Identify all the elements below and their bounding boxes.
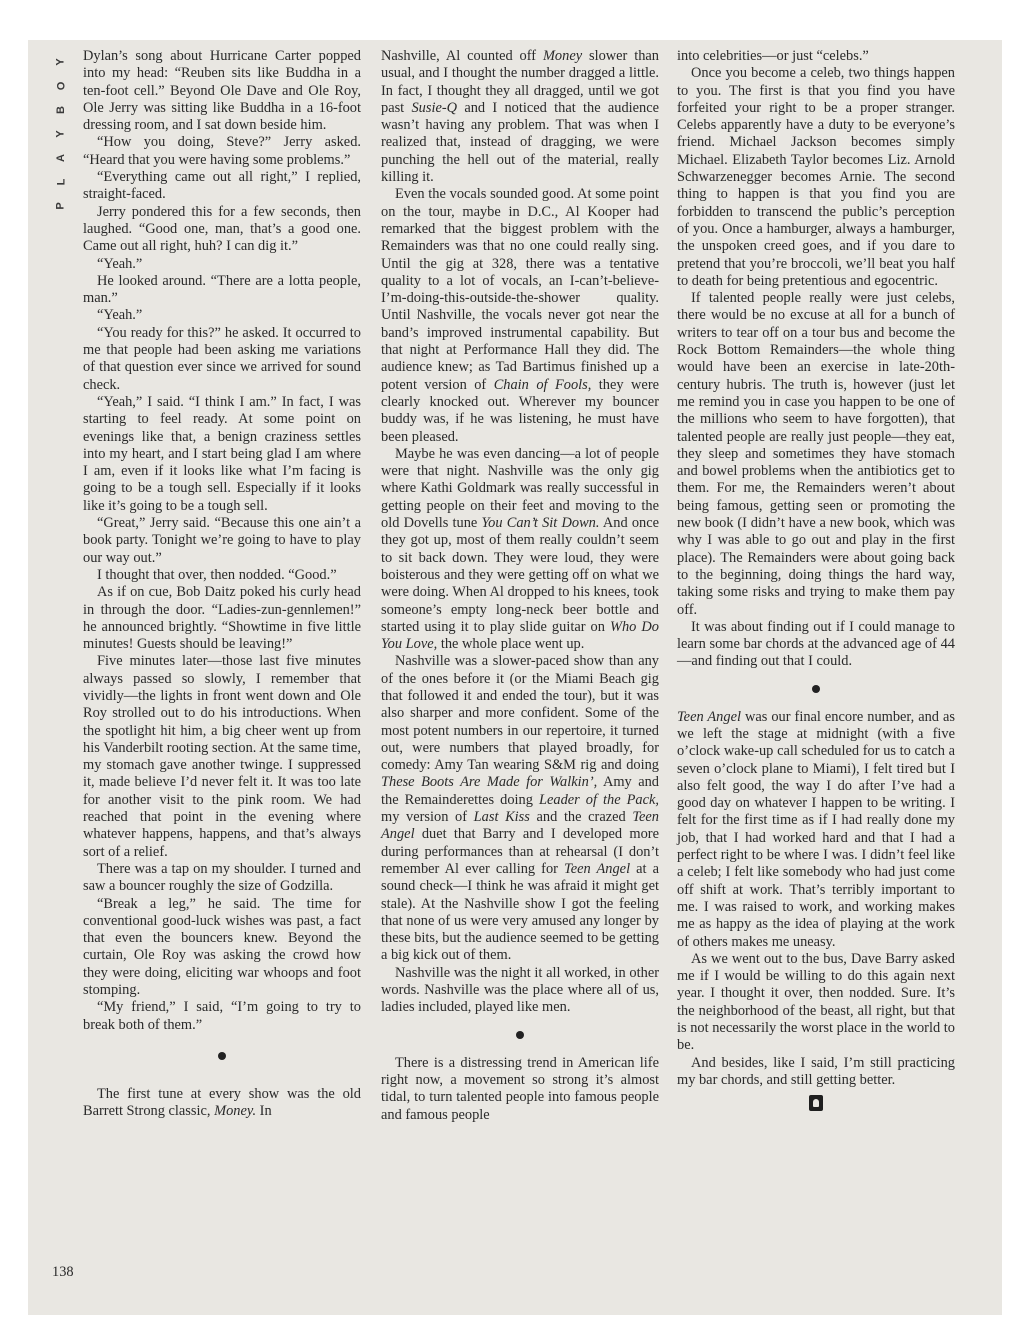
column-2 bbox=[381, 48, 659, 1124]
paragraph: “Yeah,” I said. “I think I am.” In fact, I was starting to feel ready. At some point on evenings like that, a benign craziness settles into my heart, and I start being glad I am where I am, even if it looks like what I’m facing is going to be a tough sell. Especially if it looks like it’s going to be a tough sell. bbox=[83, 393, 361, 514]
paragraph: And besides, like I said, I’m still practicing my bar chords, and still getting better. bbox=[677, 1054, 955, 1088]
masthead-letter: P bbox=[55, 202, 67, 210]
page-number: 138 bbox=[52, 1264, 74, 1280]
column-1 bbox=[83, 48, 361, 1121]
paragraph: Maybe he was even dancing—a lot of people were that night. Nashville was the only gig where Kathi Goldmark was really successful in getting people on their feet and moving to the old Dovells tune You Can’t Sit Down. And once they got up, most of them really couldn’t seem to sit back down. They were loud, they were boisterous and they were getting off on what we were doing. When Al dropped to his knees, took someone’s empty long-neck beer bottle and started using it to play slide guitar on Who Do You Love, the whole place went up. bbox=[381, 445, 659, 653]
paragraph: Dylan’s song about Hurricane Carter popped into my head: “Reuben sits like Buddha in a ten-foot cell.” Beyond Ole Dave and Ole Roy, Ole Jerry was sitting like Buddha in a 16-foot dressing room, and I sat down beside him. bbox=[83, 48, 361, 134]
paragraph: There was a tap on my shoulder. I turned and saw a bouncer roughly the size of Godzilla. bbox=[83, 860, 361, 895]
paragraph: “Yeah.” bbox=[97, 307, 143, 324]
paragraph: Nashville was the night it all worked, in other words. Nashville was the place where all of us, ladies included, played like men. bbox=[381, 964, 659, 1016]
paragraph: “Great,” Jerry said. “Because this one ain’t a book party. Tonight we’re going to have to play our way out.” bbox=[83, 515, 361, 566]
section-break-bullet bbox=[218, 1052, 226, 1060]
column-2-body bbox=[381, 186, 659, 1016]
paragraph: “Yeah.” bbox=[97, 255, 143, 272]
section-break-bullet bbox=[516, 1031, 524, 1039]
masthead-letter: B bbox=[54, 106, 67, 114]
paragraph: I thought that over, then nodded. “Good.” bbox=[97, 566, 337, 583]
paragraph: “Everything came out all right,” I replied, straight-faced. bbox=[83, 169, 361, 203]
paragraph: Even the vocals sounded good. At some point on the tour, maybe in D.C., Al Kooper had remarked that the biggest problem with the Remainders was that no one could really sing. Until the gig at 328, there was a tentative quality to a lot of vocals, an I-can’t-believe-I’m-doing-this-outside-the-shower quality. Until Nashville, the vocals never got near the band’s improved instrumental capability. But that night at Performance Hall they did. The audience knew; as Tad Bartimus finished up a potent version of Chain of Fools, they were clearly knocked out. Wherever my bouncer buddy was, if he was listening, he must have been pleased. bbox=[381, 186, 659, 445]
masthead-letter: Y bbox=[55, 58, 67, 66]
section-break-bullet bbox=[812, 685, 820, 693]
playboy-bunny-end-icon bbox=[809, 1095, 823, 1111]
masthead-letter: L bbox=[54, 178, 67, 186]
paragraph: Nashville was a slower-paced show than any of the ones before it (or the Miami Beach gig that followed it and ended the tour), but it was also sharper and more confident. Some of the most potent numbers in our repertoire, it turned out, were numbers that played broadly, for comedy: Amy Tan wearing S&M rig and doing These Boots Are Made for Walkin’, Amy and the Remainderettes doing Leader of the Pack, my version of Last Kiss and the crazed Teen Angel duet that Barry and I developed more during performances than at rehearsal (I don’t remember Al ever calling for Teen Angel at a sound check—I think he was afraid it might get stale). At the Nashville show I got the feeling that none of us were very amused any longer by these bits, but the audience seemed to be getting a big kick out of them. bbox=[381, 653, 660, 964]
paragraph: “You ready for this?” he asked. It occurred to me that people had been asking me variations of that question ever since we arrived for sound check. bbox=[83, 324, 361, 393]
column-3 bbox=[677, 48, 955, 1111]
playboy-masthead bbox=[52, 50, 70, 218]
paragraph: As we went out to the bus, Dave Barry asked me if I would be willing to do this again next year. I thought it over, then nodded. Sure. It’s the neighborhood of the beast, all right, but that is not necessarily the worst place in the world to be. bbox=[677, 950, 955, 1054]
paragraph: “Break a leg,” he said. The time for conventional good-luck wishes was past, a fact that even the bouncers knew. Beyond the curtain, Ole Roy was asking the crowd how they were doing, eliciting war whoops and foot stomping. bbox=[83, 895, 361, 999]
masthead-letter: Y bbox=[55, 130, 67, 138]
paragraph: If talented people really were just celebs, there would be no excuse at all for a bunch of writers to tear off on a tour bus and become the Rock Bottom Remainders—the whole thing would have been an exercise in late-20th-century hubris. The truth is, however (just let me remind you in case you happen to be one of the millions who seem to have forgotten), that talented people are really just people—they eat, they sleep and sometimes they have stomach and bowel problems when the antibiotics get to them. For me, the Remainders weren’t about being famous, getting seen or promoting the new book (I didn’t have a new book, which was why I was able to go out and play in the first place). The Remainders were about going back to the beginning, doing things the hard way, taking some risks and trying to make them pay off. bbox=[677, 290, 955, 618]
paragraph: As if on cue, Bob Daitz poked his curly head in through the door. “Ladies-zun-gennlemen!” he announced brightly. “Showtime in five little minutes! Guests should be leaving!” bbox=[83, 584, 361, 653]
paragraph: “How you doing, Steve?” Jerry asked. “Heard that you were having some problems.” bbox=[83, 134, 361, 168]
paragraph: “My friend,” I said, “I’m going to try to break both of them.” bbox=[83, 999, 361, 1033]
column-2-closing-paragraph: There is a distressing trend in American life right now, a movement so strong it’s almost tidal, to turn talented people into famous people and famous people bbox=[381, 1054, 659, 1123]
column-1-body bbox=[83, 48, 361, 1034]
column-1-closing-paragraph: The first tune at every show was the old Barrett Strong classic, Money. In bbox=[83, 1085, 361, 1120]
paragraph: He looked around. “There are a lotta people, man.” bbox=[83, 272, 361, 307]
paragraph: Once you become a celeb, two things happen to you. The first is that you find you have forfeited your right to be a proper stranger. Celebs apparently have a duty to be everyone’s friend. Michael Jackson becomes simply Michael. Elizabeth Taylor becomes Liz. Arnold Schwarzenegger becomes Arnie. The second thing to happen is that you find you are forbidden to transcend the public’s perception of you. Once a hamburger, always a hamburger, the unspoken creed goes, and if you dare to pretend that you’re broccoli, we’ll beat you half to death for being pretentious and egocentric. bbox=[677, 65, 955, 289]
paragraph: It was about finding out if I could manage to learn some bar chords at the advanced age of 44—and finding out that I could. bbox=[677, 618, 955, 670]
column-3-continued-paragraph: into celebrities—or just “celebs.” bbox=[677, 48, 869, 64]
column-3-after-break-paragraph: Teen Angel was our final encore number, and as we left the stage at midnight (with a five o’clock wake-up call scheduled for us to catch a seven o’clock plane to Miami), I felt tired but I also felt good, the way I do after I’ve had a good day on whatever I happen to be writing. I felt for the first time as if I had really done my job, that I had worked hard and that I had a perfect right to be where I was. I didn’t feel like a celeb; I felt like somebody who had just come off shift at work. That’s terribly important to me. I was raised to work, and working makes me as happy as the idea of playing at the work of others makes me uneasy. bbox=[677, 708, 955, 950]
column-3-ending bbox=[677, 951, 955, 1089]
column-2-continued-paragraph: Nashville, Al counted off Money slower than usual, and I thought the number dragged a little. In fact, I thought they all dragged, until we got past Susie-Q and I noticed that the audience wasn’t having any problem. That was when I realized that, instead of dragging, we were punching the hell out of the material, really killing it. bbox=[381, 48, 660, 186]
paragraph: Five minutes later—those last five minutes always passed so slowly, I remember that vividly—the lights in front went down and Ole Roy strolled out to do his introductions. When the spotlight hit him, a big cheer went up from his Vanderbilt rooting section. At the same time, my stomach gave another twinge. I suppressed it, made believe I’d never felt it. It was too late for another visit to the pink room. We had reached that point in the evening where whatever happens, happens, and that’s always sort of a relief. bbox=[83, 653, 361, 860]
masthead-letter: O bbox=[55, 81, 67, 91]
paragraph: Jerry pondered this for a few seconds, then laughed. “Good one, man, that’s a good one. Came out all right, huh? I can dig it.” bbox=[83, 203, 361, 255]
masthead-letter: A bbox=[54, 154, 67, 162]
column-3-body bbox=[677, 65, 955, 670]
